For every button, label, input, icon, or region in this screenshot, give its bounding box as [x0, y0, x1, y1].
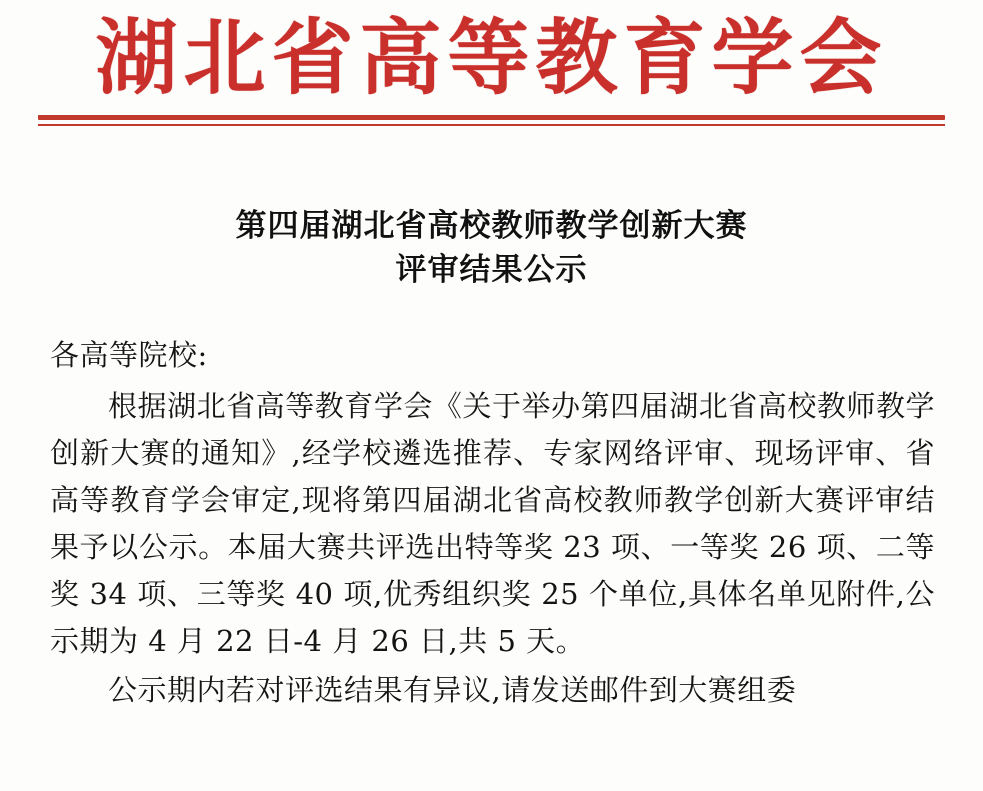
document-title-line-2: 评审结果公示	[395, 251, 588, 288]
body-paragraph-2: 公示期内若对评选结果有异议,请发送邮件到大赛组委	[108, 672, 797, 707]
document-body	[0, 332, 983, 714]
masthead-rule-thin	[38, 124, 945, 126]
salutation: 各高等院校:	[50, 337, 208, 372]
body-paragraph-1: 根据湖北省高等教育学会《关于举办第四届湖北省高校教师教学创新大赛的通知》,经学校遴选推荐、专家网络评审、现场评审、省高等教育学会审定,现将第四届湖北省高校教师教学创新大赛评审结果予以公示。本届大赛共评选出特等奖 23 项、一等奖 26 项、二等奖 34 项、三等奖 40 项,优秀组织奖 25 个单位,具体名单见附件,公示期为 4 月 22 日-4 月 26 日,共 5 天。	[50, 388, 935, 658]
document-title	[0, 204, 983, 292]
masthead	[0, 0, 983, 109]
masthead-rules	[0, 115, 983, 126]
masthead-organization-title: 湖北省高等教育学会	[95, 10, 888, 106]
document-title-line-1: 第四届湖北省高校教师教学创新大赛	[235, 207, 748, 244]
